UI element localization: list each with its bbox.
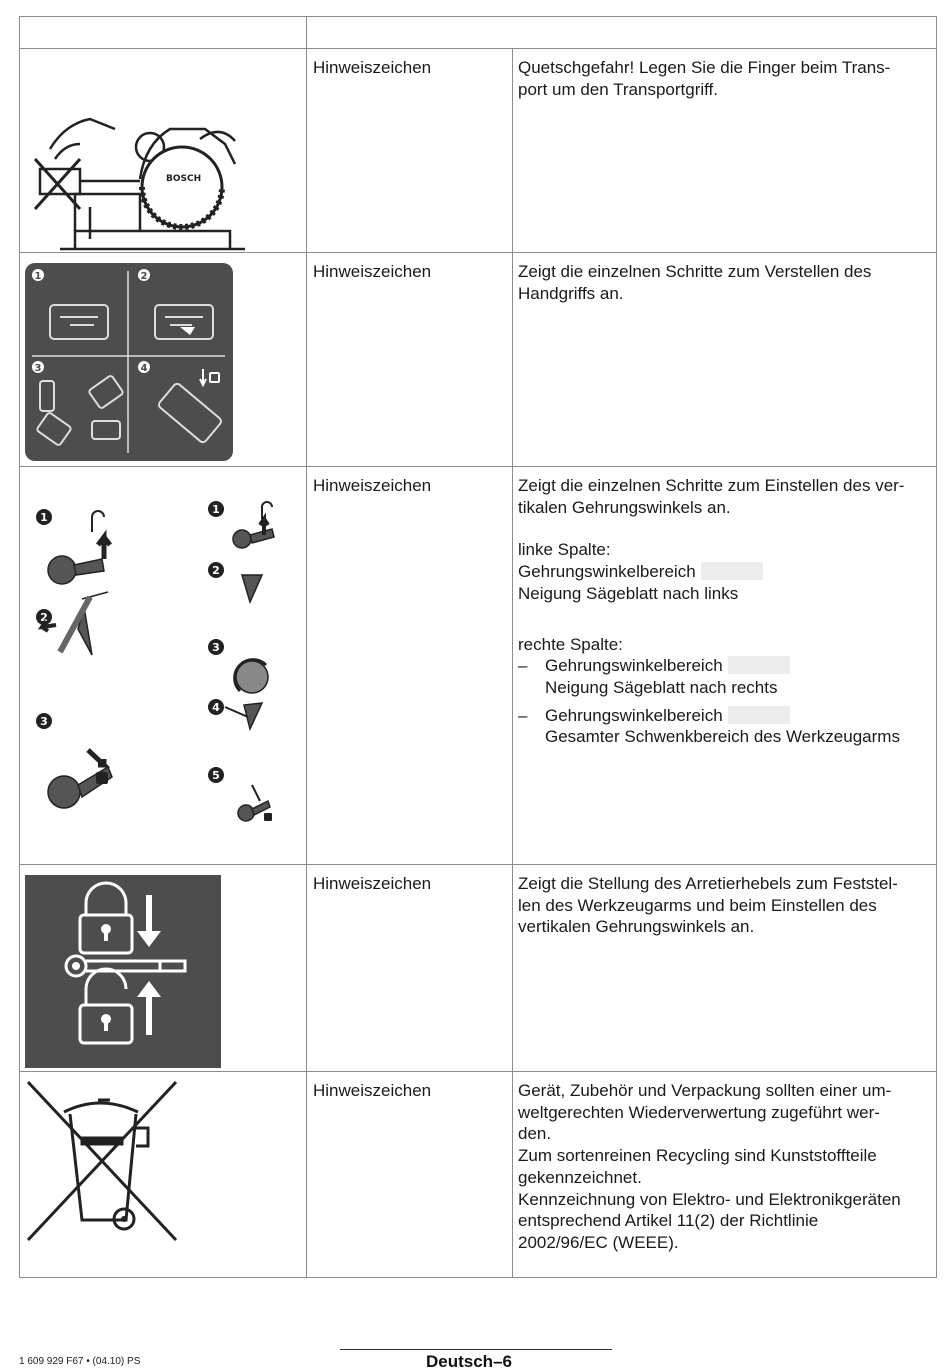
handle-adjust-steps-icon [20,253,307,466]
symbol-cell [20,1072,307,1278]
locking-lever-icon [20,865,307,1071]
footer-divider [340,1349,612,1350]
header-cell-symbol [20,17,307,49]
transport-pinch-hazard-icon [20,49,307,252]
svg-text:4: 4 [212,701,220,714]
label-cell [307,1072,513,1278]
list-item: – Gehrungswinkelbereich Neigung Sägeblatt nach rechts [518,655,932,698]
description-cell [513,865,937,1072]
svg-text:4: 4 [140,363,148,374]
row-label: Hinweiszeichen [313,874,432,893]
row-description: Zeigt die einzelnen Schritte zum Verstellen des Handgriffs an. [518,262,872,303]
symbol-table [19,16,937,1278]
row-label: Hinweiszeichen [313,1081,432,1100]
symbol-cell [20,467,307,865]
page-number: Deutsch–6 [426,1352,512,1371]
row-label: Hinweiszeichen [313,476,432,495]
bevel-angle-steps-icon [20,467,307,864]
svg-text:3: 3 [40,715,48,728]
document-id: 1 609 929 F67 • (04.10) PS [19,1356,141,1367]
angle-range-placeholder [728,656,790,674]
label-cell [307,49,513,253]
table-header-row [20,17,937,49]
row-label: Hinweiszeichen [313,262,432,281]
row-description: Zeigt die einzelnen Schritte zum Einstellen des ver- tikalen Gehrungswinkels an. linke Spalte: Gehrungswinkelbereich Neigung Sägeblatt nach links rechte Spalte: – Gehrungswinkelbereich Neigung Sägeblatt nach rechts – Gehrungswinkelbereich Gesamter Schwenkbereich des Werkzeugarms [513,467,936,748]
table-row [20,467,937,865]
description-cell [513,1072,937,1278]
row-description: Gerät, Zubehör und Verpackung sollten einer um- weltgerechten Wiederverwertung zugeführt wer- den. Zum sortenreinen Recycling sind Kunststoffteile gekennzeichnet. Kennzeichnung von Elektro- und Elektronikgeräten entsprechend Artikel 11(2) der Richtlinie 2002/96/EC (WEEE). [518,1081,901,1252]
label-cell [307,467,513,865]
row-description: Quetschgefahr! Legen Sie die Finger beim Trans- port um den Transportgriff. [518,58,891,99]
svg-text:2: 2 [40,611,48,624]
label-cell [307,253,513,467]
svg-text:2: 2 [140,271,148,282]
svg-text:2: 2 [212,564,220,577]
symbol-cell [20,253,307,467]
symbol-cell [20,865,307,1072]
svg-text:1: 1 [212,503,220,516]
table-row [20,253,937,467]
description-cell [513,467,937,865]
weee-crossed-bin-icon [20,1072,307,1277]
symbol-cell [20,49,307,253]
angle-range-placeholder [701,562,763,580]
list-item: – Gehrungswinkelbereich Gesamter Schwenkbereich des Werkzeugarms [518,705,900,747]
svg-text:1: 1 [40,511,48,524]
svg-text:1: 1 [34,271,42,282]
description-cell [513,49,937,253]
svg-text:5: 5 [212,769,220,782]
row-description: Zeigt die Stellung des Arretierhebels zum Feststel- len des Werkzeugarms und beim Einstellen des vertikalen Gehrungswinkels an. [518,874,898,937]
description-cell [513,253,937,467]
table-row [20,49,937,253]
angle-range-placeholder [728,706,790,724]
label-cell [307,865,513,1072]
row-label: Hinweiszeichen [313,58,432,77]
bosch-brand-label: BOSCH [166,174,202,184]
table-row [20,865,937,1072]
svg-text:3: 3 [212,641,220,654]
svg-text:3: 3 [34,363,42,374]
table-row [20,1072,937,1278]
header-cell-meaning [307,17,937,49]
